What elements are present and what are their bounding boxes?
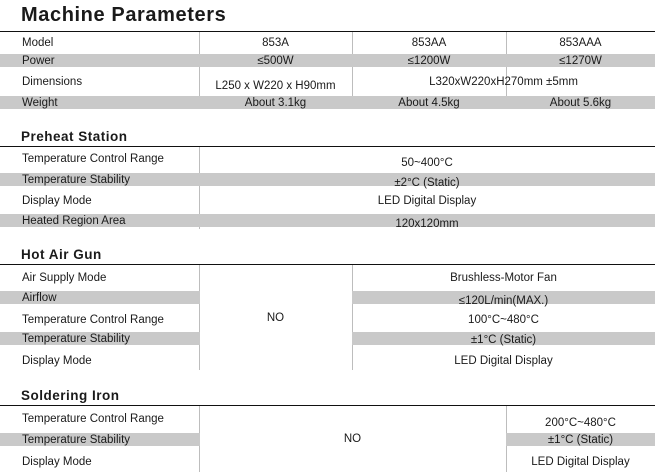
- row-value: LED Digital Display: [377, 195, 477, 207]
- section-title-hot-air-gun: Hot Air Gun: [21, 247, 102, 262]
- table-row: [0, 173, 655, 189]
- table-row: [0, 149, 655, 169]
- row-label: Weight: [22, 96, 58, 109]
- row-label: Display Mode: [22, 456, 92, 468]
- row-label: Temperature Stability: [22, 433, 131, 446]
- row-label: Temperature Control Range: [22, 153, 164, 165]
- model-853aa: 853AA: [411, 37, 447, 49]
- power-853a: ≤500W: [257, 54, 294, 67]
- row-label: Temperature Stability: [22, 332, 131, 345]
- table-row-model: [0, 33, 655, 53]
- page-title: Machine Parameters: [21, 4, 227, 26]
- section-title-soldering-iron: Soldering Iron: [21, 388, 120, 403]
- table-row: [0, 191, 655, 211]
- row-value: ±2°C (Static): [394, 176, 460, 189]
- row-value: ±1°C (Static): [470, 333, 537, 346]
- row-label: Display Mode: [22, 195, 92, 207]
- row-value: ±1°C (Static): [547, 433, 614, 446]
- row-label: Temperature Control Range: [22, 314, 164, 326]
- section-title-preheat: Preheat Station: [21, 129, 128, 144]
- table-row: [0, 214, 655, 230]
- model-853a: 853A: [262, 37, 289, 49]
- row-label: Airflow: [22, 291, 57, 304]
- row-label: Heated Region Area: [22, 214, 126, 227]
- row-label: Temperature Stability: [22, 173, 131, 186]
- dimensions-853aa-853aaa: L320xW220xH270mm ±5mm: [429, 76, 578, 88]
- row-value: LED Digital Display: [454, 355, 553, 367]
- row-label: Air Supply Mode: [22, 272, 107, 284]
- row-label: Power: [22, 54, 55, 67]
- model-853aaa: 853AAA: [559, 37, 602, 49]
- soldering-iron-not-available: NO: [343, 433, 362, 445]
- row-label: Dimensions: [22, 76, 83, 88]
- row-value: 50~400°C: [401, 157, 453, 169]
- section-rule: [0, 31, 655, 32]
- dimensions-853a: L250 x W220 x H90mm: [215, 80, 336, 92]
- table-row-power-content: [0, 54, 655, 67]
- table-row-weight-content: [0, 96, 655, 109]
- row-value: ≤120L/min(MAX.): [458, 294, 549, 307]
- weight-853a: About 3.1kg: [244, 96, 307, 109]
- row-value: 200°C~480°C: [545, 417, 616, 429]
- section-rule: [0, 146, 655, 147]
- power-853aa: ≤1200W: [407, 54, 451, 67]
- weight-853aaa: About 5.6kg: [549, 96, 612, 109]
- table-row-dimensions: [0, 72, 655, 92]
- row-label: Model: [22, 37, 54, 49]
- hot-air-gun-not-available: NO: [266, 311, 285, 324]
- row-value: 120x120mm: [395, 217, 459, 230]
- weight-853aa: About 4.5kg: [398, 96, 460, 109]
- row-label: Display Mode: [22, 355, 92, 367]
- row-label: Temperature Control Range: [22, 413, 164, 425]
- row-value: Brushless-Motor Fan: [450, 272, 557, 284]
- power-853aaa: ≤1270W: [559, 54, 602, 67]
- row-value: LED Digital Display: [531, 456, 630, 468]
- row-value: 100°C~480°C: [468, 314, 539, 326]
